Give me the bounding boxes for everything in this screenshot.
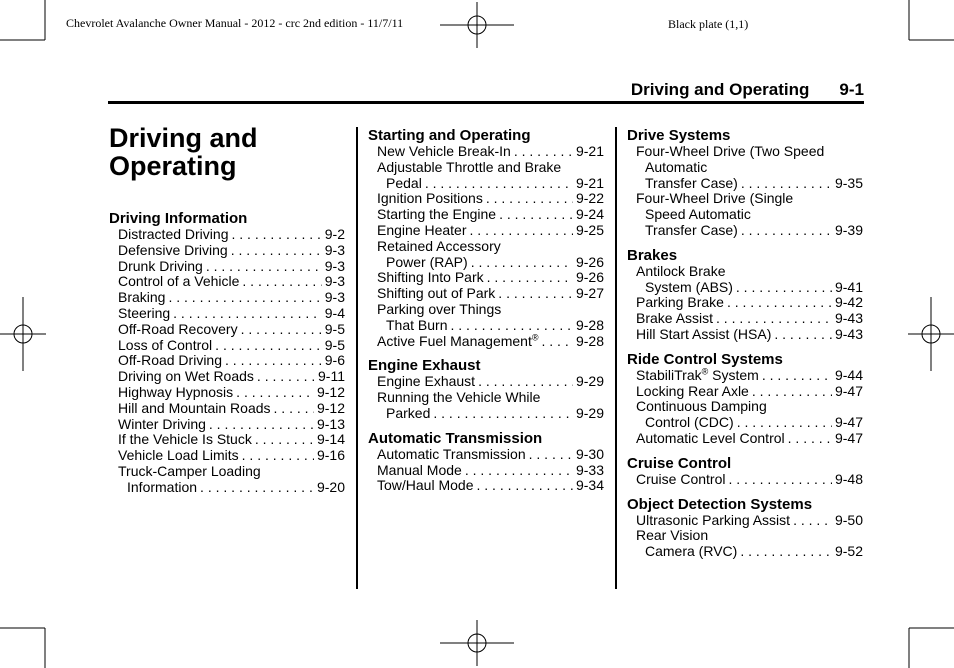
toc-entry[interactable]: Distracted Driving . . . 9-2 bbox=[109, 227, 345, 243]
toc-entry-label: Truck-Camper Loading bbox=[118, 462, 261, 479]
toc-entry[interactable]: Hill and Mountain Roads . . . 9-12 bbox=[109, 401, 345, 417]
toc-entry[interactable]: Winter Driving . . . 9-13 bbox=[109, 417, 345, 433]
toc-entry[interactable]: Highway Hypnosis . . . 9-12 bbox=[109, 385, 345, 401]
section-heading: Object Detection Systems bbox=[627, 495, 813, 513]
toc-entry[interactable]: That Burn . . . 9-28 bbox=[368, 318, 604, 334]
toc-entry[interactable]: Hill Start Assist (HSA) . . . 9-43 bbox=[627, 327, 863, 343]
toc-entry[interactable]: Loss of Control . . . 9-5 bbox=[109, 338, 345, 354]
toc-entry[interactable]: Driving on Wet Roads . . . 9-11 bbox=[109, 369, 345, 385]
section-heading: Drive Systems bbox=[627, 127, 731, 144]
header-rule bbox=[108, 101, 864, 104]
toc-entry[interactable]: Automatic Level Control . . . 9-47 bbox=[627, 431, 863, 447]
chapter-title-line2: Operating bbox=[109, 151, 237, 181]
toc-entry[interactable]: Shifting out of Park . . . 9-27 bbox=[368, 286, 604, 302]
toc-entry[interactable]: Defensive Driving . . . 9-3 bbox=[109, 243, 345, 259]
toc-entry[interactable]: Power (RAP) . . . 9-26 bbox=[368, 255, 604, 271]
toc-entry[interactable]: Control (CDC) . . . 9-47 bbox=[627, 415, 863, 431]
toc-entry[interactable]: New Vehicle Break-In . . . 9-21 bbox=[368, 144, 604, 160]
toc-entry-label: Speed Automatic bbox=[645, 206, 751, 223]
chapter-title-line1: Driving and bbox=[109, 123, 258, 153]
toc-entry[interactable]: Shifting Into Park . . . 9-26 bbox=[368, 270, 604, 286]
toc-entry[interactable]: Off-Road Recovery . . . 9-5 bbox=[109, 322, 345, 338]
toc-entry-label: Four-Wheel Drive (Single bbox=[636, 190, 794, 207]
toc-entry[interactable]: Transfer Case) . . . 9-35 bbox=[627, 176, 863, 192]
toc-entry[interactable]: Engine Heater . . . 9-25 bbox=[368, 223, 604, 239]
column-divider bbox=[356, 127, 358, 589]
toc-entry[interactable]: Parking Brake . . . 9-42 bbox=[627, 295, 863, 311]
section-heading: Brakes bbox=[627, 246, 678, 264]
print-meta: Chevrolet Avalanche Owner Manual - 2012 - crc 2nd edition - 11/7/11 bbox=[66, 16, 404, 30]
toc-entry[interactable]: Information . . . 9-20 bbox=[109, 480, 345, 496]
toc-entry[interactable]: Off-Road Driving . . . 9-6 bbox=[109, 353, 345, 369]
toc-entry[interactable]: Automatic Transmission . . . 9-30 bbox=[368, 447, 604, 463]
toc-entry-label: Antilock Brake bbox=[636, 262, 726, 279]
toc-entry[interactable]: Starting the Engine . . . 9-24 bbox=[368, 207, 604, 223]
running-head bbox=[631, 80, 864, 100]
section-heading: Automatic Transmission bbox=[368, 429, 543, 447]
toc-entry[interactable]: Manual Mode . . . 9-33 bbox=[368, 463, 604, 479]
toc-entry[interactable]: Ultrasonic Parking Assist . . . 9-50 bbox=[627, 513, 863, 529]
toc-entry-label: Adjustable Throttle and Brake bbox=[377, 158, 562, 175]
section-heading: Engine Exhaust bbox=[368, 357, 481, 375]
toc-entry-label: Parking over Things bbox=[377, 300, 502, 317]
toc-column-3 bbox=[627, 127, 863, 560]
section-heading: Starting and Operating bbox=[368, 127, 531, 144]
toc-entry[interactable]: Vehicle Load Limits . . . 9-16 bbox=[109, 448, 345, 464]
toc-entry[interactable]: Active Fuel Management® . . . 9-28 bbox=[368, 334, 604, 350]
toc-entry[interactable]: Ignition Positions . . . 9-22 bbox=[368, 191, 604, 207]
section-heading: Ride Control Systems bbox=[627, 350, 783, 368]
running-head-title: Driving and Operating bbox=[630, 80, 810, 99]
plate-label: Black plate (1,1) bbox=[668, 17, 749, 31]
toc-entry[interactable]: Camera (RVC) . . . 9-52 bbox=[627, 544, 863, 560]
toc-entry[interactable]: Tow/Haul Mode . . . 9-34 bbox=[368, 478, 604, 494]
toc-entry[interactable]: Engine Exhaust . . . 9-29 bbox=[368, 374, 604, 390]
toc-entry-label: Running the Vehicle While bbox=[377, 389, 541, 406]
toc-entry[interactable]: Brake Assist . . . 9-43 bbox=[627, 311, 863, 327]
section-heading: Driving Information bbox=[109, 210, 248, 227]
toc-entry[interactable]: If the Vehicle Is Stuck . . . 9-14 bbox=[109, 432, 345, 448]
toc-entry[interactable]: System (ABS) . . . 9-41 bbox=[627, 280, 863, 296]
chapter-title bbox=[109, 124, 258, 180]
toc-entry-label: Retained Accessory bbox=[377, 237, 501, 254]
toc-entry[interactable]: Transfer Case) . . . 9-39 bbox=[627, 223, 863, 239]
section-heading: Cruise Control bbox=[627, 454, 732, 472]
toc-entry[interactable]: Cruise Control . . . 9-48 bbox=[627, 472, 863, 488]
toc-entry[interactable]: Drunk Driving . . . 9-3 bbox=[109, 259, 345, 275]
toc-entry-label: Continuous Damping bbox=[636, 398, 767, 415]
toc-entry-label: Four-Wheel Drive (Two Speed bbox=[636, 143, 825, 159]
toc-column-2 bbox=[368, 127, 604, 494]
toc-entry-label: Rear Vision bbox=[636, 527, 709, 544]
toc-entry[interactable]: Steering . . . 9-4 bbox=[109, 306, 345, 322]
toc-entry[interactable]: Pedal . . . 9-21 bbox=[368, 176, 604, 192]
toc-entry[interactable]: Locking Rear Axle . . . 9-47 bbox=[627, 384, 863, 400]
toc-entry-label: Automatic bbox=[645, 158, 708, 175]
toc-entry[interactable]: StabiliTrak® System . . . 9-44 bbox=[627, 368, 863, 384]
running-head-page: 9-1 bbox=[839, 80, 864, 99]
toc-entry[interactable]: Control of a Vehicle . . . 9-3 bbox=[109, 274, 345, 290]
toc-entry[interactable]: Braking . . . 9-3 bbox=[109, 290, 345, 306]
toc-column-1 bbox=[109, 210, 345, 496]
column-divider bbox=[615, 127, 617, 589]
toc-entry[interactable]: Parked . . . 9-29 bbox=[368, 406, 604, 422]
